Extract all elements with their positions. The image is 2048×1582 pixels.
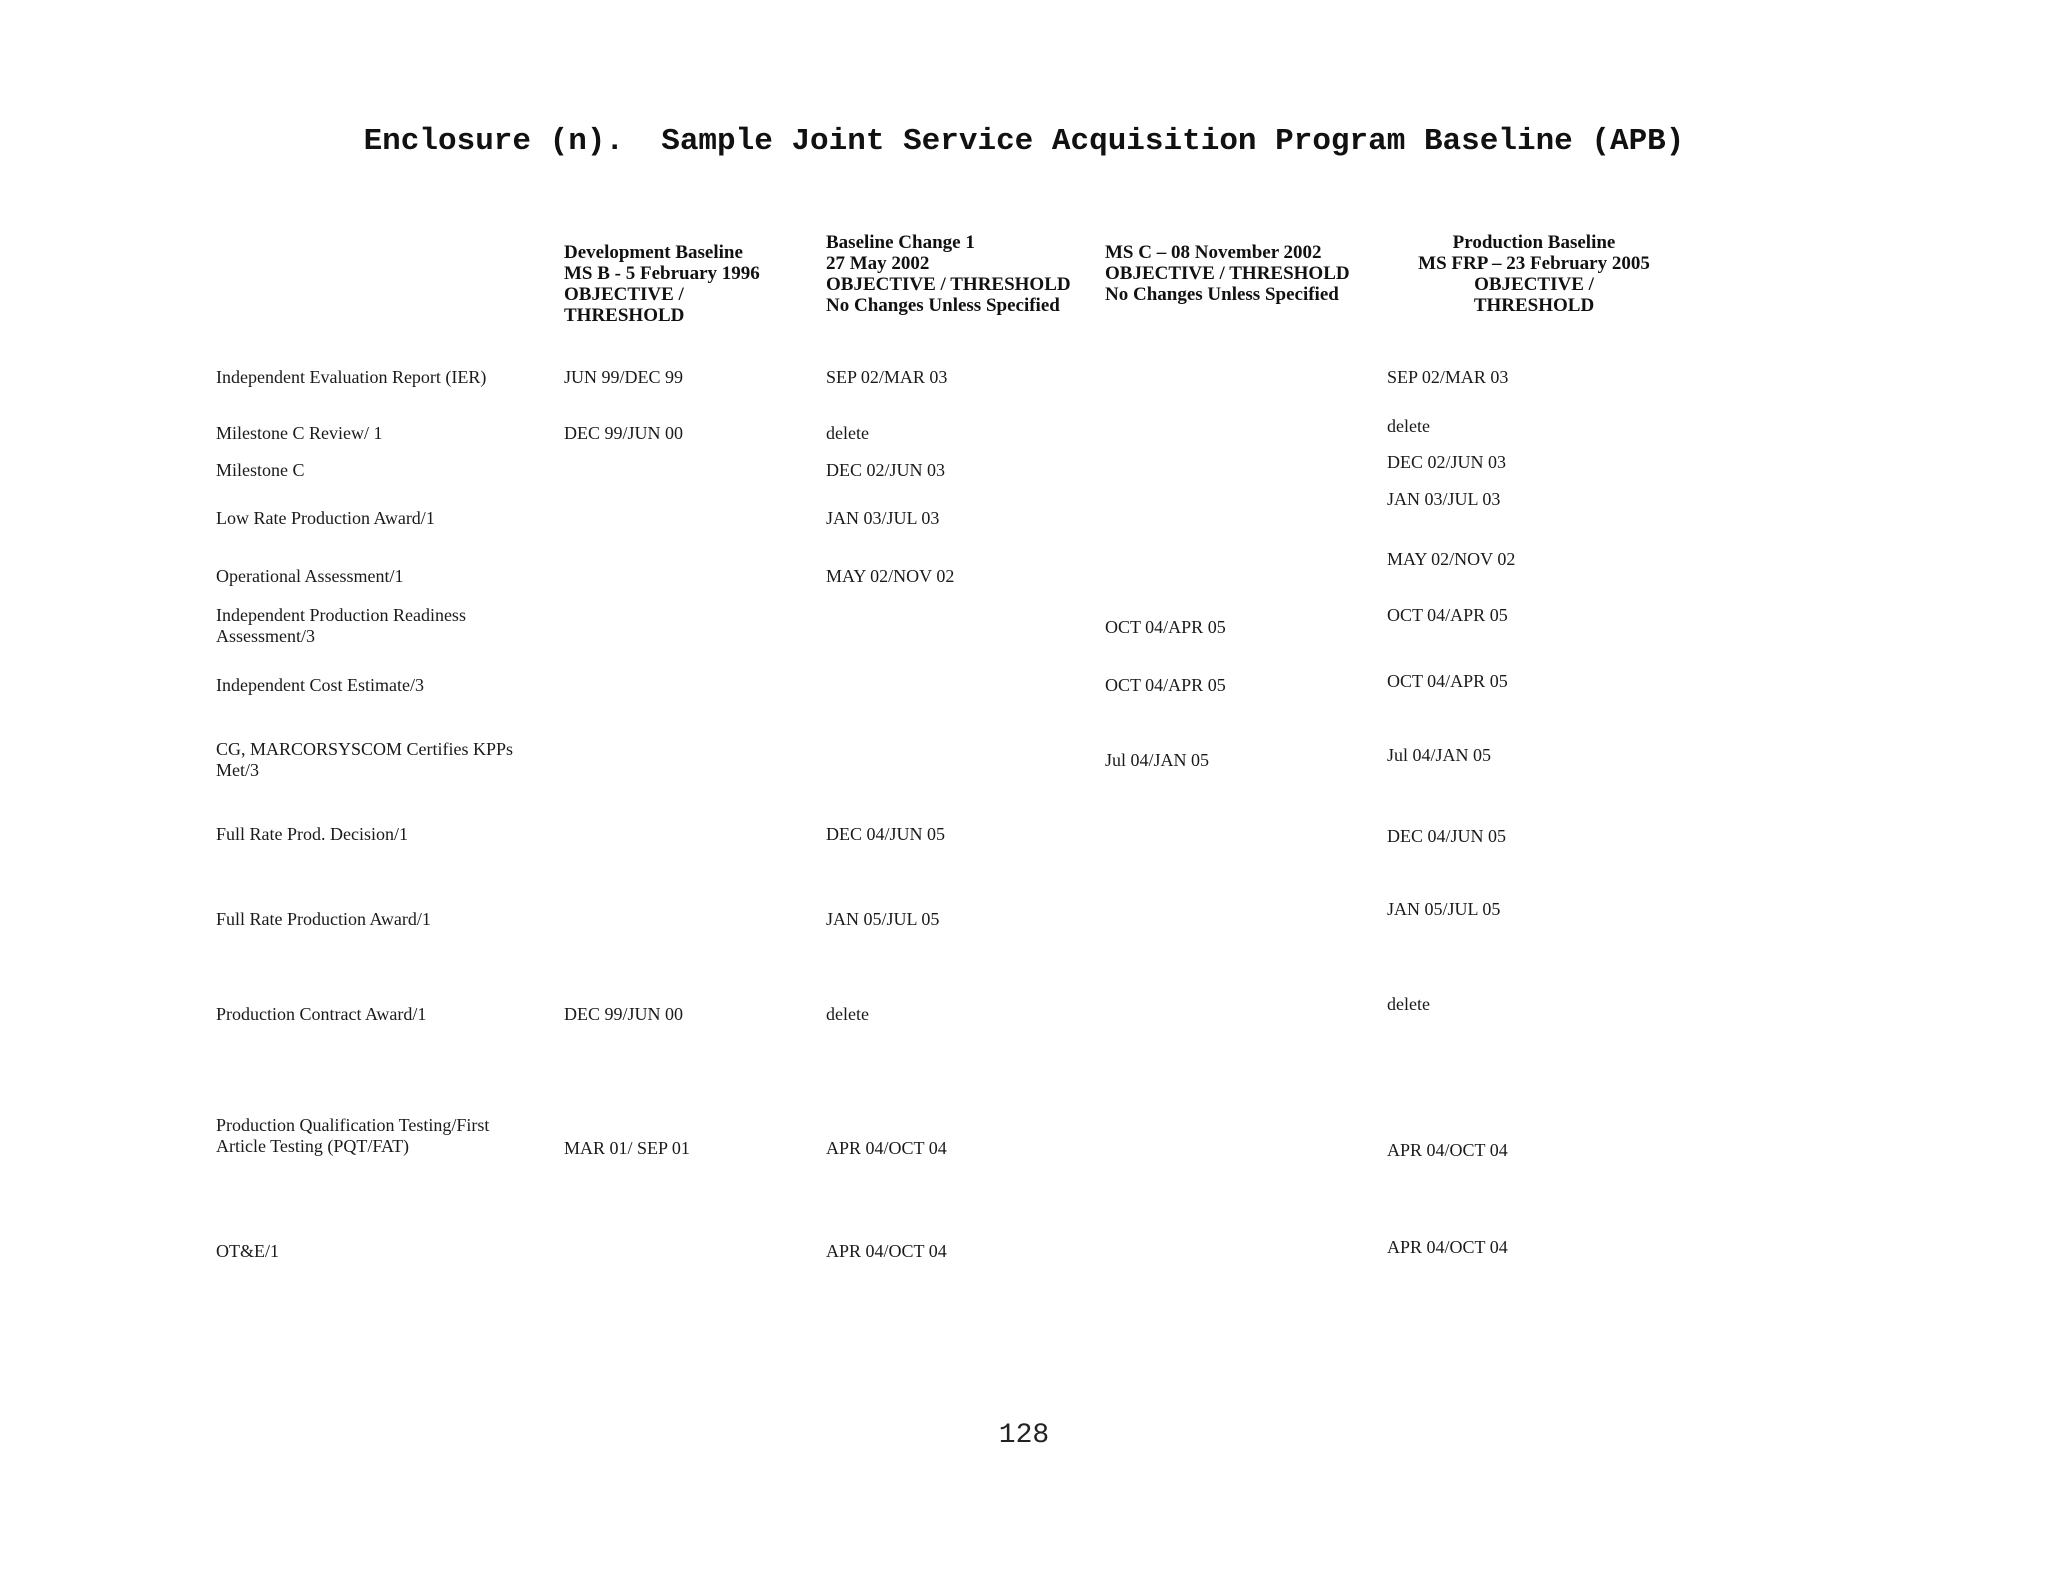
cell-baseline-change-1: DEC 04/JUN 05 (826, 824, 946, 844)
cell-production: Jul 04/JAN 05 (1387, 745, 1492, 765)
header-line: Production Baseline (1452, 232, 1616, 253)
header-line: OBJECTIVE / THRESHOLD (1105, 263, 1350, 284)
row-label: Full Rate Prod. Decision/1 (216, 824, 408, 844)
cell-production: MAY 02/NOV 02 (1387, 549, 1516, 569)
row-label: Production Contract Award/1 (216, 1004, 427, 1024)
cell-baseline-change-1: JAN 03/JUL 03 (826, 508, 940, 528)
header-line: OBJECTIVE / (1474, 274, 1594, 295)
header-line: No Changes Unless Specified (1105, 284, 1339, 305)
row-label: Operational Assessment/1 (216, 566, 404, 586)
header-line: 27 May 2002 (826, 253, 930, 274)
cell-production: JAN 03/JUL 03 (1387, 489, 1501, 509)
row-label: Milestone C (216, 460, 305, 480)
cell-production: JAN 05/JUL 05 (1387, 899, 1501, 919)
row-label: CG, MARCORSYSCOM Certifies KPPs Met/3 (216, 739, 514, 780)
column-header-ms-c (1105, 242, 1350, 305)
cell-production: OCT 04/APR 05 (1387, 605, 1508, 625)
row-label: OT&E/1 (216, 1241, 279, 1261)
cell-baseline-change-1: DEC 02/JUN 03 (826, 460, 946, 480)
cell-baseline-change-1: JAN 05/JUL 05 (826, 909, 940, 929)
page-number: 128 (998, 1420, 1050, 1451)
column-header-baseline-change-1 (826, 232, 1071, 316)
cell-development: JUN 99/DEC 99 (564, 367, 684, 387)
cell-production: delete (1387, 416, 1430, 436)
header-line: MS FRP – 23 February 2005 (1418, 253, 1650, 274)
header-line: Development Baseline (564, 242, 743, 263)
cell-production: APR 04/OCT 04 (1387, 1237, 1508, 1257)
cell-baseline-change-1: MAY 02/NOV 02 (826, 566, 955, 586)
cell-development: DEC 99/JUN 00 (564, 423, 684, 443)
cell-baseline-change-1: APR 04/OCT 04 (826, 1241, 947, 1261)
header-line: MS C – 08 November 2002 (1105, 242, 1322, 263)
header-line: OBJECTIVE / (564, 284, 684, 305)
row-label: Milestone C Review/ 1 (216, 423, 383, 443)
cell-baseline-change-1: delete (826, 1004, 869, 1024)
row-label: Full Rate Production Award/1 (216, 909, 431, 929)
cell-ms-c: OCT 04/APR 05 (1105, 675, 1226, 695)
cell-production: SEP 02/MAR 03 (1387, 367, 1509, 387)
header-line: Baseline Change 1 (826, 232, 975, 253)
cell-production: DEC 04/JUN 05 (1387, 826, 1507, 846)
cell-baseline-change-1: SEP 02/MAR 03 (826, 367, 948, 387)
header-line: THRESHOLD (1473, 295, 1595, 316)
row-label: Low Rate Production Award/1 (216, 508, 435, 528)
row-label: Independent Cost Estimate/3 (216, 675, 424, 695)
row-label: Independent Production Readiness Assessment/3 (216, 605, 466, 646)
document-title: Enclosure (n). Sample Joint Service Acquisition Program Baseline (APB) (363, 124, 1685, 159)
cell-production: OCT 04/APR 05 (1387, 671, 1508, 691)
cell-production: DEC 02/JUN 03 (1387, 452, 1507, 472)
cell-baseline-change-1: APR 04/OCT 04 (826, 1138, 947, 1158)
header-line: THRESHOLD (564, 305, 685, 326)
cell-development: DEC 99/JUN 00 (564, 1004, 684, 1024)
cell-production: APR 04/OCT 04 (1387, 1140, 1508, 1160)
row-label: Production Qualification Testing/First Article Testing (PQT/FAT) (216, 1115, 490, 1156)
header-line: MS B - 5 February 1996 (564, 263, 760, 284)
cell-ms-c: OCT 04/APR 05 (1105, 617, 1226, 637)
cell-production: delete (1387, 994, 1430, 1014)
row-label: Independent Evaluation Report (IER) (216, 367, 487, 387)
column-header-production-baseline (1404, 232, 1664, 316)
column-header-development-baseline (564, 242, 760, 326)
header-line: OBJECTIVE / THRESHOLD (826, 274, 1071, 295)
cell-development: MAR 01/ SEP 01 (564, 1138, 690, 1158)
header-line: No Changes Unless Specified (826, 295, 1060, 316)
cell-baseline-change-1: delete (826, 423, 869, 443)
cell-ms-c: Jul 04/JAN 05 (1105, 750, 1210, 770)
